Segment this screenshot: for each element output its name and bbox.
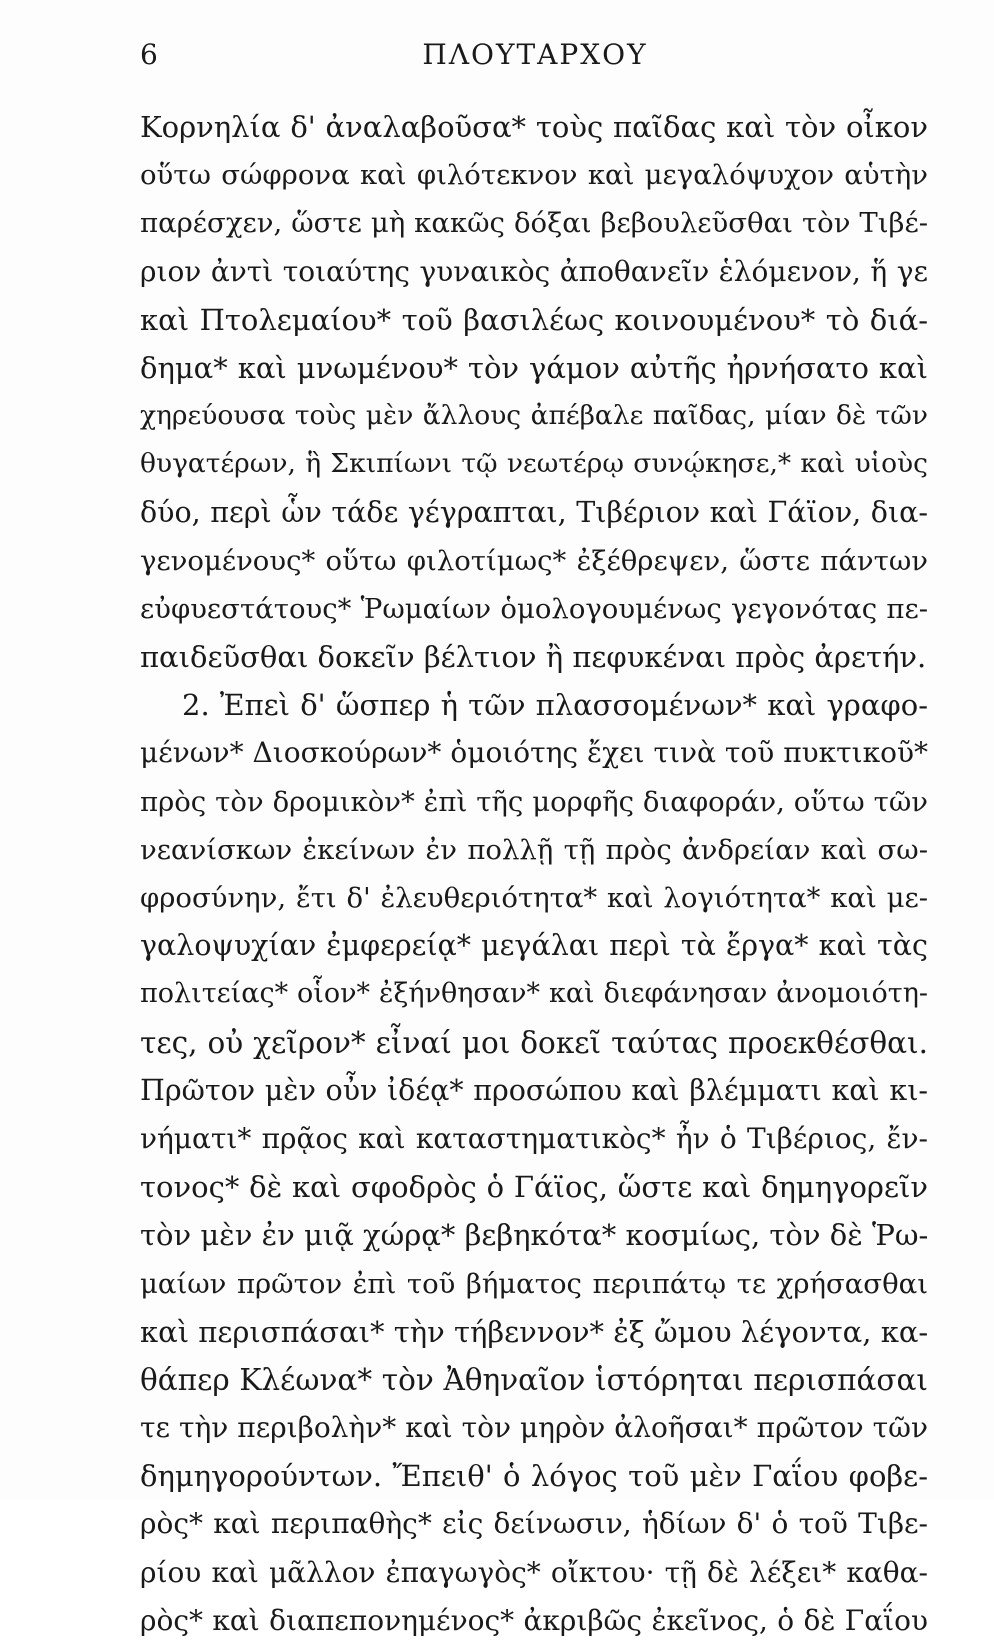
text-line: γαλοψυχίαν ἐμφερείᾳ* μεγάλαι περὶ τὰ ἔργα* καὶ τὰς	[140, 929, 928, 963]
text-line: πρὸς τὸν δρομικὸν* ἐπὶ τῆς μορφῆς διαφοράν, οὕτω τῶν	[140, 785, 928, 818]
text-line: δύο, περὶ ὧν τάδε γέγραπται, Τιβέριον καὶ Γάϊον, δια-	[140, 495, 928, 529]
text-line: νήματι* πρᾷος καὶ καταστηματικὸς* ἦν ὁ Τιβέριος, ἔν-	[140, 1121, 928, 1155]
text-line: Πρῶτον μὲν οὖν ἰδέᾳ* προσώπου καὶ βλέμματι καὶ κι-	[140, 1073, 928, 1107]
body-text	[140, 103, 928, 1645]
text-line: γενομένους* οὕτω φιλοτίμως* ἐξέθρεψεν, ὥστε πάντων	[140, 544, 928, 577]
text-line: εὐφυεστάτους* Ῥωμαίων ὁμολογουμένως γεγονότας πε-	[140, 592, 928, 625]
text-line: καὶ Πτολεμαίου* τοῦ βασιλέως κοινουμένου* τὸ διά-	[140, 302, 928, 337]
text-line: οὕτω σώφρονα καὶ φιλότεκνον καὶ μεγαλόψυχον αὑτὴν	[140, 159, 928, 192]
text-line: τες, οὐ χεῖρον* εἶναί μοι δοκεῖ ταύτας προεκθέσθαι.	[140, 1025, 928, 1060]
text-line: ρὸς* καὶ διαπεπονημένος* ἀκριβῶς ἐκεῖνος, ὁ δὲ Γαΐου	[140, 1603, 928, 1637]
page-header	[140, 38, 930, 78]
text-line: ριον ἀντὶ τοιαύτης γυναικὸς ἀποθανεῖν ἑλόμενον, ἥ γε	[140, 254, 928, 288]
text-line: χηρεύουσα τοὺς μὲν ἄλλους ἀπέβαλε παῖδας, μίαν δὲ τῶν	[140, 400, 928, 432]
text-line-paragraph-end: παιδεῦσθαι δοκεῖν βέλτιον ἢ πεφυκέναι πρὸς ἀρετήν.	[140, 640, 927, 675]
text-line: καὶ περισπάσαι* τὴν τήβεννον* ἐξ ὤμου λέγοντα, κα-	[140, 1314, 928, 1349]
text-line: Κορνηλία δ' ἀναλαβοῦσα* τοὺς παῖδας καὶ τὸν οἶκον	[140, 110, 928, 144]
text-line-section-start: 2. Ἐπεὶ δ' ὥσπερ ἡ τῶν πλασσομένων* καὶ γραφο-	[182, 688, 928, 723]
text-line: παρέσχεν, ὥστε μὴ κακῶς δόξαι βεβουλεῦσθαι τὸν Τιβέ-	[140, 207, 928, 240]
text-line: φροσύνην, ἔτι δ' ἐλευθεριότητα* καὶ λογιότητα* καὶ με-	[140, 882, 928, 914]
text-line: θυγατέρων, ἣ Σκιπίωνι τῷ νεωτέρῳ συνῴκησε,* καὶ υἱοὺς	[140, 448, 928, 480]
text-line: θάπερ Κλέωνα* τὸν Ἀθηναῖον ἱστόρηται περισπάσαι	[140, 1362, 928, 1397]
text-line: ρὸς* καὶ περιπαθὴς* εἰς δείνωσιν, ἡδίων δ' ὁ τοῦ Τιβε-	[140, 1507, 928, 1541]
text-line: μαίων πρῶτον ἐπὶ τοῦ βήματος περιπάτῳ τε χρήσασθαι	[140, 1267, 928, 1300]
running-title: ΠΛΟΥΤΑΡΧΟΥ	[422, 38, 648, 71]
text-line: ρίου καὶ μᾶλλον ἐπαγωγὸς* οἴκτου· τῇ δὲ λέξει* καθα-	[140, 1555, 928, 1589]
text-line: δημα* καὶ μνωμένου* τὸν γάμον αὐτῆς ἠρνήσατο καὶ	[140, 350, 928, 385]
page-number: 6	[140, 38, 159, 71]
text-line: τὸν μὲν ἐν μιᾷ χώρᾳ* βεβηκότα* κοσμίως, τὸν δὲ Ῥω-	[140, 1218, 928, 1253]
text-line: νεανίσκων ἐκείνων ἐν πολλῇ τῇ πρὸς ἀνδρείαν καὶ σω-	[140, 833, 928, 866]
text-line: μένων* Διοσκούρων* ὁμοιότης ἔχει τινὰ τοῦ πυκτικοῦ*	[140, 736, 928, 770]
text-line: τονος* δὲ καὶ σφοδρὸς ὁ Γάϊος, ὥστε καὶ δημηγορεῖν	[140, 1170, 928, 1205]
text-line: πολιτείας* οἷον* ἐξήνθησαν* καὶ διεφάνησαν ἀνομοιότη-	[140, 978, 928, 1010]
text-line: τε τὴν περιβολὴν* καὶ τὸν μηρὸν ἀλοῆσαι* πρῶτον τῶν	[140, 1411, 928, 1445]
text-line: δημηγορούντων. Ἔπειθ' ὁ λόγος τοῦ μὲν Γαΐου φοβε-	[140, 1459, 928, 1494]
